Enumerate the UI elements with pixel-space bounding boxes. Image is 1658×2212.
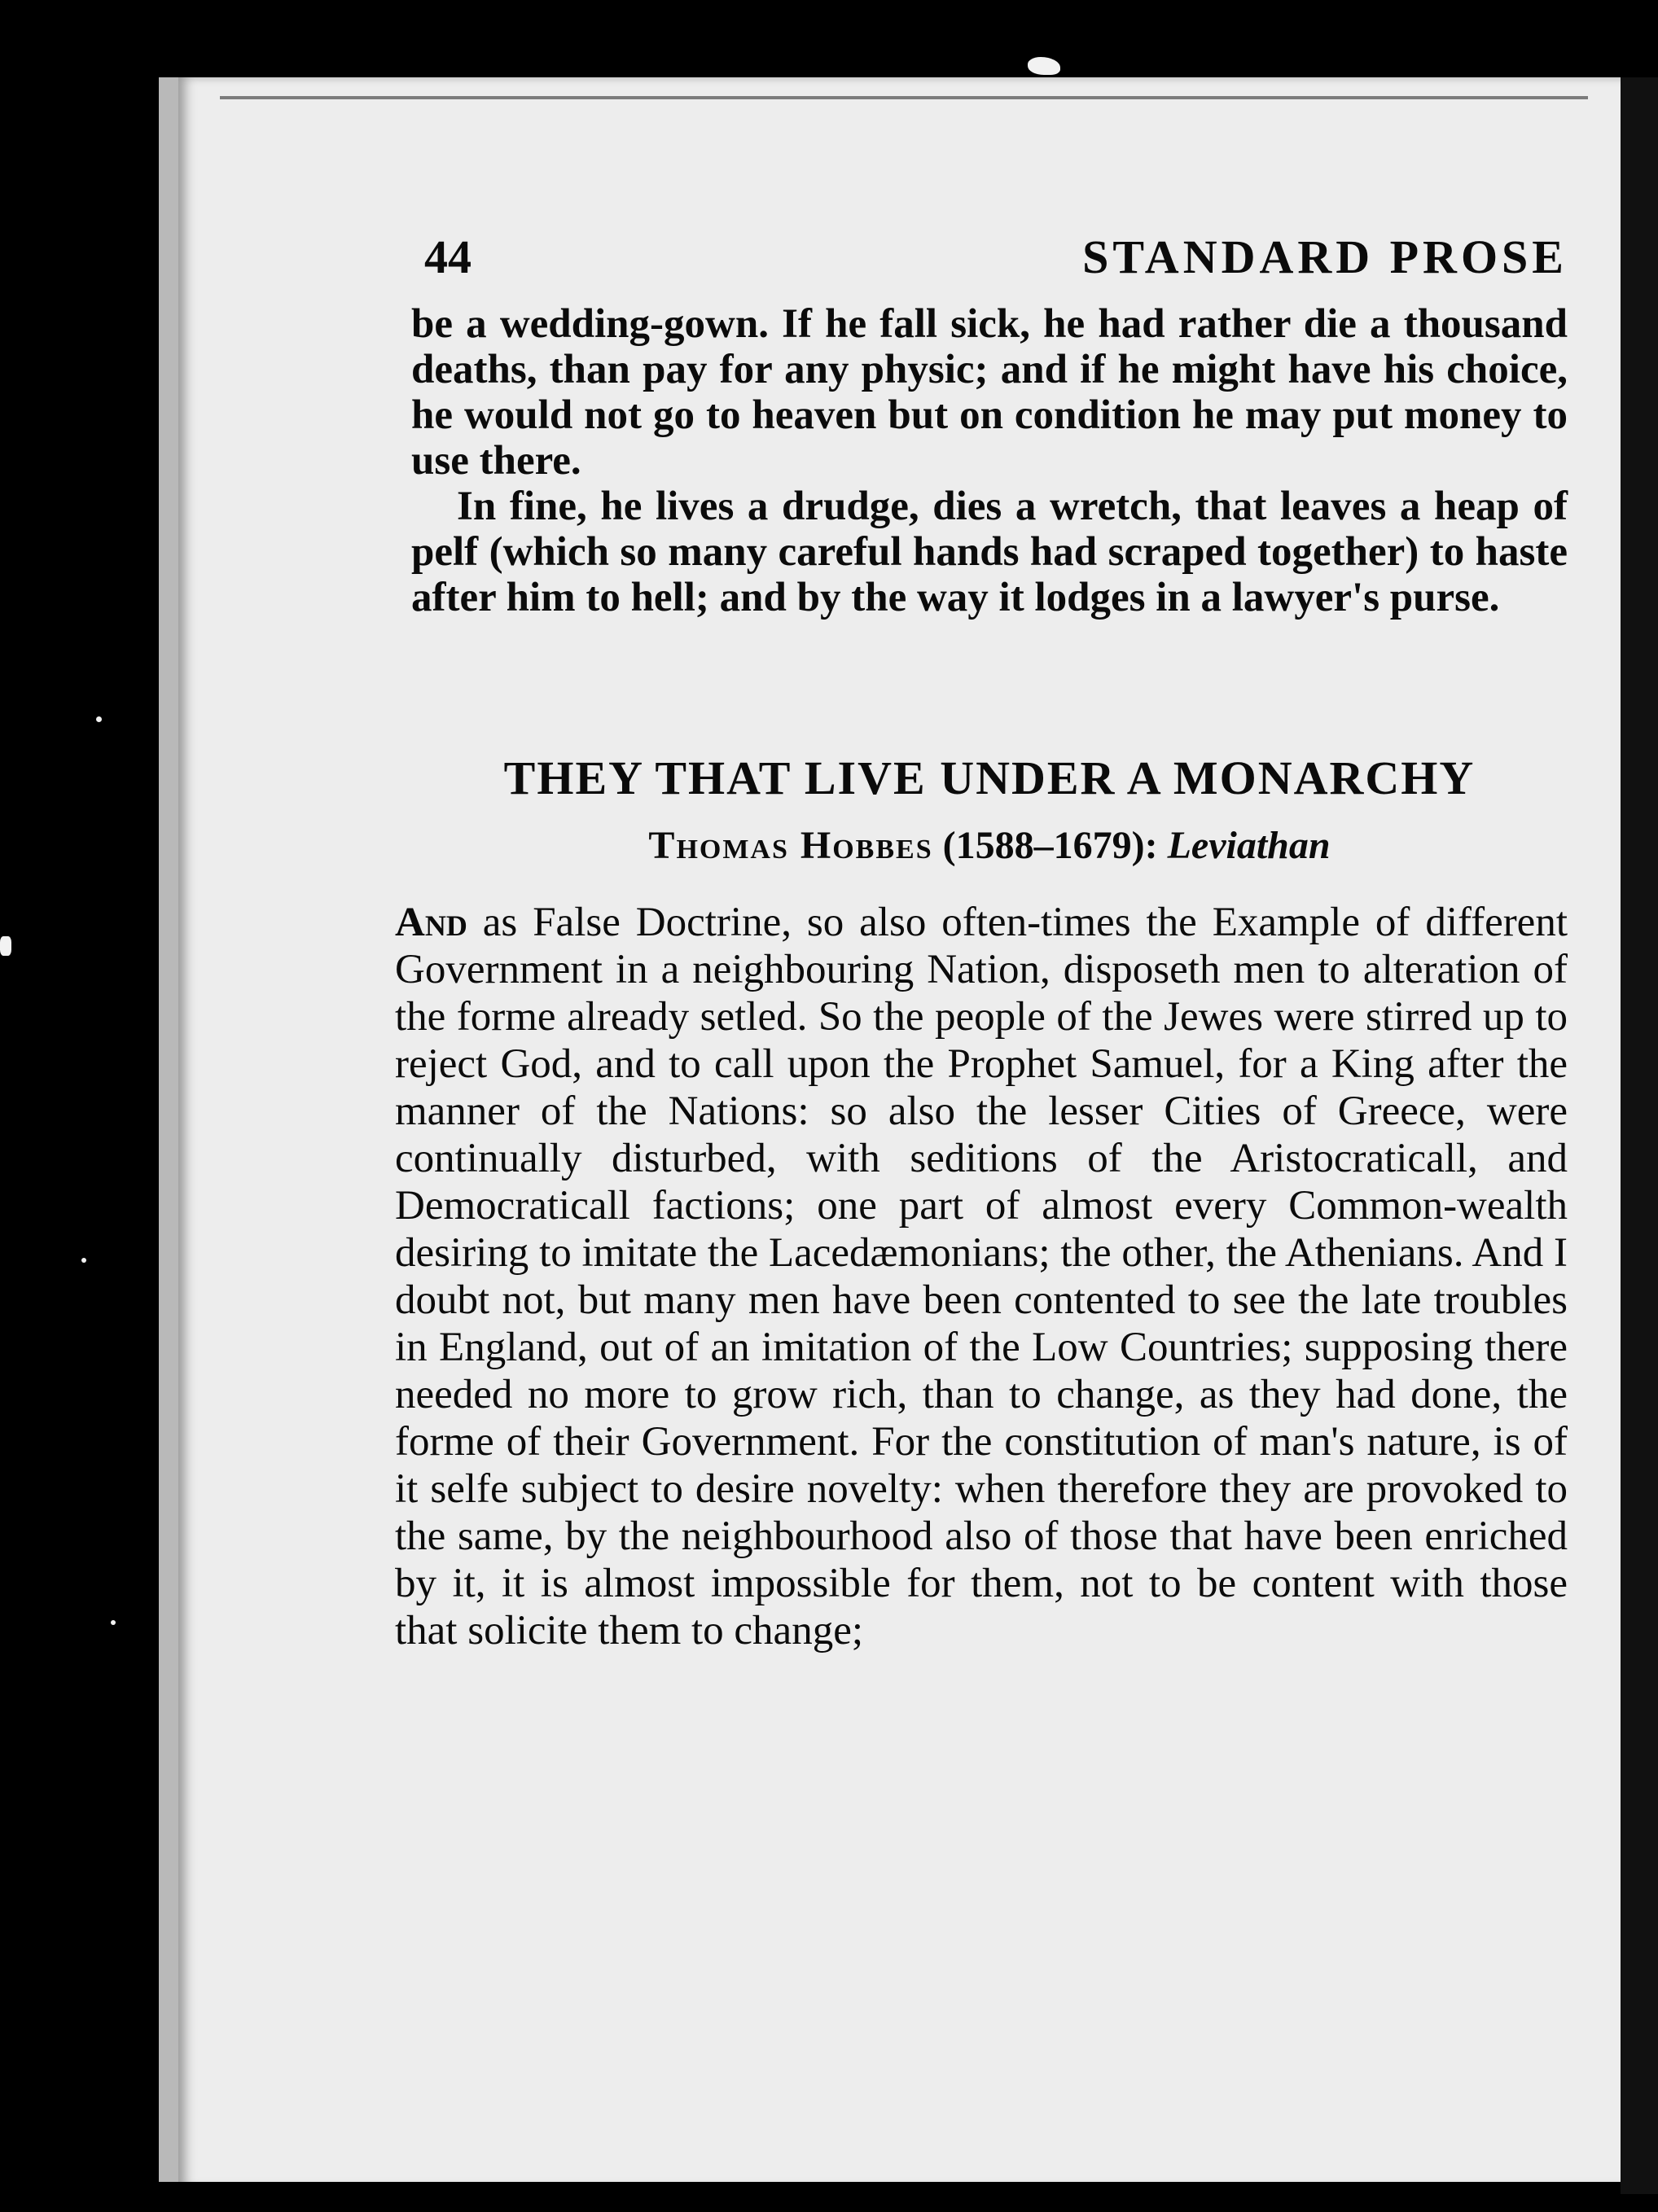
paragraph-body: as False Doctrine, so also often-times the Example of different Government in a neighbouring Nation, disposeth men to alteration of the forme already setled. So the people of the Jewes were stirred up to reject God, and to call upon the Prophet Samuel, for a King after the manner of the Nations: so also the lesser Cities of Greece, were continually disturbed, with seditions of the Aristocraticall, and Democraticall factions; one part of almost every Common-wealth desiring to imitate the Lacedæmonians; the other, the Athenians. And I doubt not, but many men have been contented to see the late troubles in England, out of an imitation of the Low Countries; supposing there needed no more to grow rich, than to change, as they had done, the forme of their Government. For the constitution of man's nature, is of it selfe subject to desire novelty: when therefore they are provoked to the same, by the neighbourhood also of those that have been enriched by it, it is almost impossible for them, not to be content with those that solicite them to change;: [395, 900, 1568, 1654]
author-dates: (1588–1679):: [942, 824, 1158, 867]
running-head: [411, 220, 1568, 301]
author-name: Thomas Hobbes: [648, 824, 933, 867]
hobbes-paragraph: [395, 899, 1568, 1654]
paragraph-lead-in: And: [395, 900, 467, 945]
preceding-paragraph-1: be a wedding-gown. If he fall sick, he had rather die a thousand deaths, than pay for any physic; and if he might have his choice, he would not go to heaven but on condition he may put money to use there.: [411, 301, 1568, 484]
page-number: 44: [424, 230, 472, 283]
page-top-edge: [220, 96, 1588, 99]
page-text-block: [395, 220, 1568, 1654]
section-byline: [411, 823, 1568, 868]
preceding-paragraph-2: In fine, he lives a drudge, dies a wretch, that leaves a heap of pelf (which so many careful hands had scraped together) to haste after him to hell; and by the way it lodges in a lawyer's purse.: [411, 484, 1568, 620]
film-speck: [0, 936, 11, 956]
film-speck: [111, 1620, 116, 1625]
work-title: Leviathan: [1167, 824, 1331, 867]
section-title: THEY THAT LIVE UNDER A MONARCHY: [503, 751, 1476, 804]
running-title: STANDARD PROSE: [1082, 230, 1568, 283]
page-right-shadow: [1621, 77, 1658, 2194]
film-speck: [1028, 57, 1060, 75]
film-speck: [81, 1258, 86, 1263]
film-speck: [96, 716, 102, 722]
